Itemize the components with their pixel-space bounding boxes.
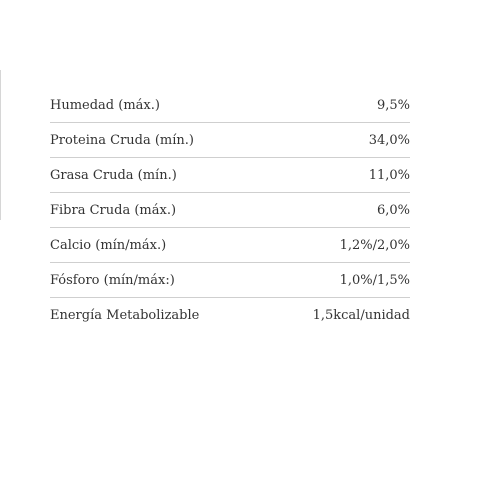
nutrient-value: 1,5kcal/unidad (312, 307, 410, 323)
nutrient-label: Fósforo (mín/máx:) (50, 263, 268, 298)
nutrition-table (50, 88, 410, 332)
nutrient-value: 11,0% (268, 158, 410, 193)
nutrient-label: Proteina Cruda (mín.) (50, 123, 268, 158)
table-row (50, 193, 410, 228)
nutrient-value: 6,0% (268, 193, 410, 228)
nutrient-label: Fibra Cruda (máx.) (50, 193, 268, 228)
nutrient-value: 9,5% (268, 88, 410, 123)
table-row (50, 123, 410, 158)
table-row (50, 228, 410, 263)
table-row (50, 298, 410, 333)
nutrient-value: 1,2%/2,0% (268, 228, 410, 263)
left-edge-divider (0, 70, 1, 220)
table-row (50, 158, 410, 193)
nutrient-value: 1,0%/1,5% (268, 263, 410, 298)
table-row (50, 88, 410, 123)
nutrient-value: 34,0% (268, 123, 410, 158)
nutrient-label: Grasa Cruda (mín.) (50, 158, 268, 193)
nutrient-label: Humedad (máx.) (50, 88, 268, 123)
nutrient-label: Calcio (mín/máx.) (50, 228, 268, 263)
nutrient-label: Energía Metabolizable (50, 307, 200, 323)
table-row (50, 263, 410, 298)
